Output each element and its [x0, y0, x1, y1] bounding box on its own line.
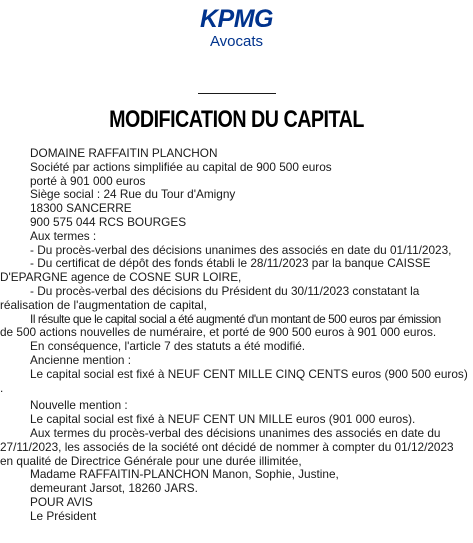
pour-avis: POUR AVIS: [30, 494, 93, 509]
aux-termes-2-line-1: Aux termes du procès-verbal des décisions unanimes des associés en date du: [30, 425, 441, 440]
registered-city: 18300 SANCERRE: [30, 201, 132, 216]
certificat-line-2: D'EPARGNE agence de COSNE SUR LOIRE,: [0, 270, 242, 285]
ancienne-mention-label: Ancienne mention :: [30, 352, 131, 367]
pv-president-line-2: réalisation de l'augmentation de capital,: [0, 297, 207, 312]
pv-associes-line: - Du procès-verbal des décisions unanimes des associés en date du 01/11/2023,: [30, 242, 452, 257]
certificat-line-1: - Du certificat de dépôt des fonds établi le 28/11/2023 par la banque CAISSE: [30, 256, 431, 271]
company-form: Société par actions simplifiée au capital de 900 500 euros: [30, 159, 332, 174]
kpmg-logo: [0, 6, 473, 50]
resultat-line-1: Il résulte que le capital social a été augmenté d'un montant de 500 euros par émission: [30, 311, 441, 326]
registered-office: Siège social : 24 Rue du Tour d'Amigny: [30, 187, 236, 202]
company-name: DOMAINE RAFFAITIN PLANCHON: [30, 146, 218, 160]
new-capital-line: porté à 901 000 euros: [30, 173, 146, 188]
pv-president-line-1: - Du procès-verbal des décisions du Président du 30/11/2023 constatant la: [30, 283, 420, 298]
rcs-number: 900 575 044 RCS BOURGES: [30, 214, 187, 229]
notice-body: [0, 147, 473, 524]
consequence-line: En conséquence, l'article 7 des statuts a été modifié.: [30, 339, 306, 354]
aux-termes-2-line-3: en qualité de Directrice Générale pour une durée illimitée,: [0, 453, 302, 468]
logo-mark: KPMG: [200, 5, 273, 33]
notice-title: MODIFICATION DU CAPITAL: [109, 106, 364, 133]
directrice-address: demeurant Jarsot, 18260 JARS.: [30, 481, 198, 496]
aux-termes-label: Aux termes :: [30, 228, 97, 243]
ancienne-mention-text: Le capital social est fixé à NEUF CENT MILLE CINQ CENTS euros (900 500 euros): [30, 366, 468, 381]
aux-termes-2-line-2: 27/11/2023, les associés de la société ont décidé de nommer à compter du 01/12/2023: [0, 439, 454, 454]
resultat-line-2: de 500 actions nouvelles de numéraire, et porté de 900 500 euros à 901 000 euros.: [0, 325, 437, 340]
trailing-dot: .: [0, 380, 4, 395]
nouvelle-mention-text: Le capital social est fixé à NEUF CENT UN MILLE euros (901 000 euros).: [30, 412, 416, 427]
nouvelle-mention-label: Nouvelle mention :: [30, 398, 128, 413]
directrice-name: Madame RAFFAITIN-PLANCHON Manon, Sophie, Justine,: [30, 467, 339, 482]
logo-subtitle: Avocats: [209, 33, 264, 50]
signataire: Le Président: [30, 508, 97, 523]
separator-rule: [198, 93, 276, 94]
